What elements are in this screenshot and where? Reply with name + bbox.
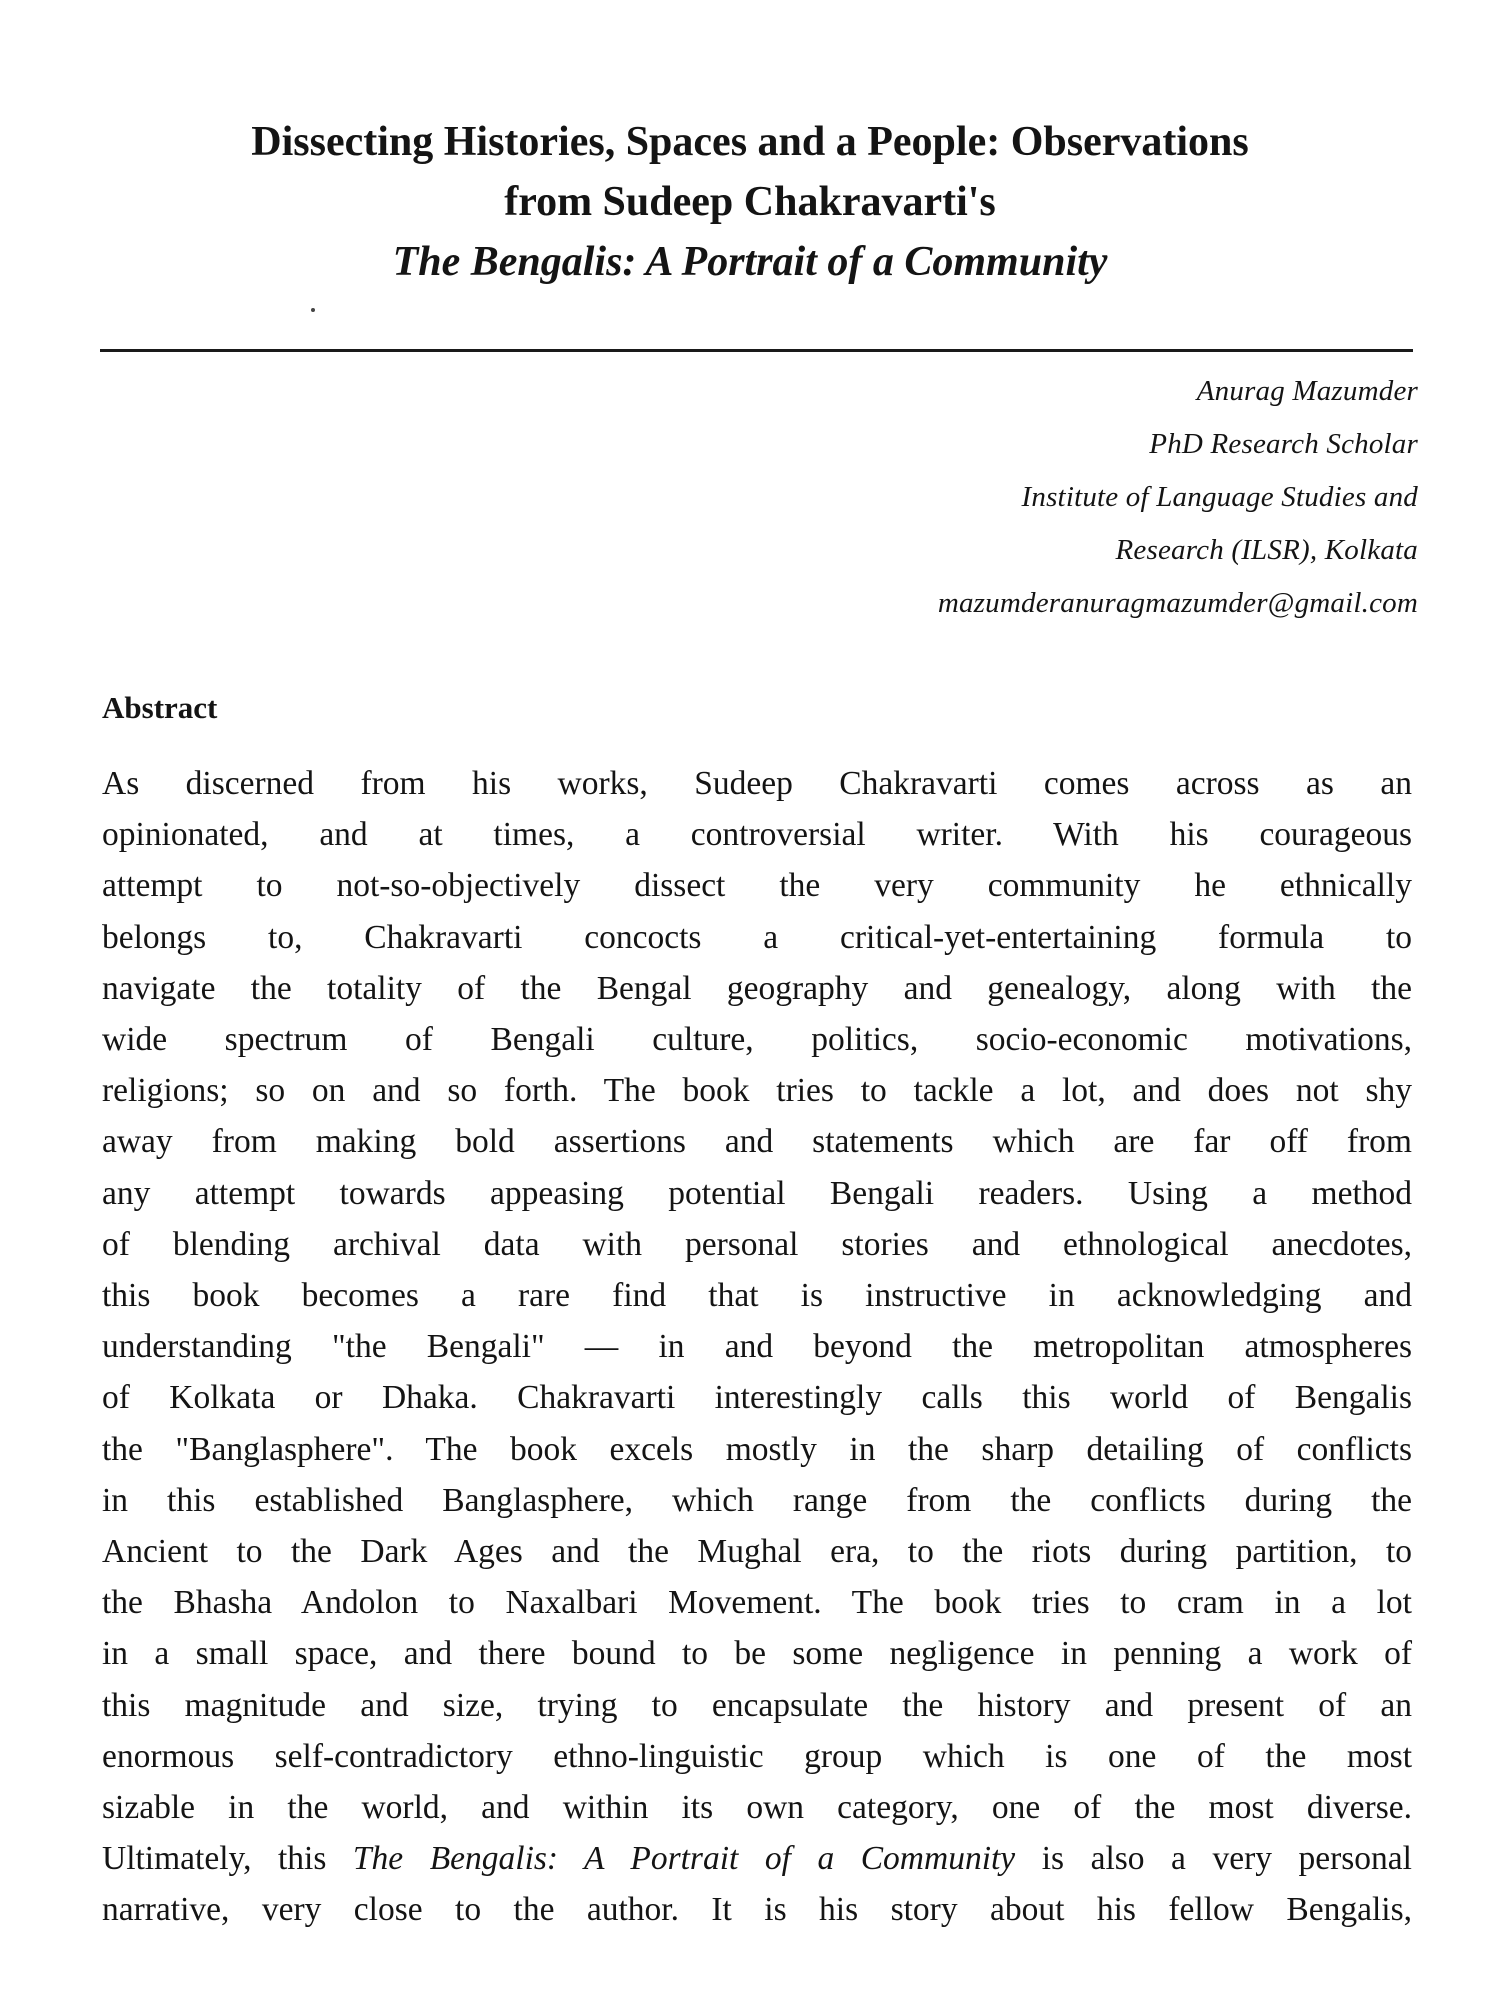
abstract-line: away from making bold assertions and statements which are far off from: [102, 1123, 1412, 1161]
title-line-3-book-name: The Bengalis: A Portrait of a Community: [392, 239, 1108, 285]
abstract-line: of blending archival data with personal stories and ethnological anecdotes,: [102, 1225, 1412, 1263]
abstract-line: enormous self-contradictory ethno-linguistic group which is one of the most: [102, 1737, 1412, 1775]
abstract-body: [102, 758, 1412, 1936]
abstract-line: Ancient to the Dark Ages and the Mughal era, to the riots during partition, to: [102, 1533, 1412, 1571]
abstract-line: religions; so on and so forth. The book tries to tackle a lot, and does not shy: [102, 1072, 1412, 1110]
abstract-line: As discerned from his works, Sudeep Chakravarti comes across as an: [102, 765, 1412, 802]
abstract-line: this magnitude and size, trying to encapsulate the history and present of an: [102, 1686, 1412, 1724]
abstract-line: sizable in the world, and within its own category, one of the most diverse.: [102, 1789, 1412, 1827]
line-text-after: is also a very personal: [1015, 1840, 1412, 1878]
abstract-line: opinionated, and at times, a controversial writer. With his courageous: [102, 816, 1412, 854]
abstract-line: any attempt towards appeasing potential Bengali readers. Using a method: [102, 1174, 1412, 1212]
author-block: [518, 365, 1418, 630]
author-position: PhD Research Scholar: [1149, 428, 1418, 460]
abstract-line: wide spectrum of Bengali culture, politics, socio-economic motivations,: [102, 1021, 1412, 1059]
author-name: Anurag Mazumder: [1196, 375, 1418, 407]
book-title-italic: The Bengalis: A Portrait of a Community: [352, 1840, 1016, 1878]
author-institute-line-1: Institute of Language Studies and: [1021, 481, 1418, 513]
abstract-line: understanding "the Bengali" — in and beyond the metropolitan atmospheres: [102, 1328, 1412, 1366]
abstract-line: belongs to, Chakravarti concocts a critical-yet-entertaining formula to: [102, 918, 1412, 956]
article-title: [120, 112, 1380, 292]
line-text-before: Ultimately, this: [102, 1840, 353, 1878]
abstract-line: navigate the totality of the Bengal geography and genealogy, along with the: [102, 969, 1412, 1007]
abstract-line: in a small space, and there bound to be some negligence in penning a work of: [102, 1635, 1412, 1673]
abstract-line-with-book-title: [102, 1833, 1412, 1884]
title-line-2: from Sudeep Chakravarti's: [504, 179, 996, 225]
abstract-line: attempt to not-so-objectively dissect the very community he ethnically: [102, 867, 1412, 905]
abstract-line: the Bhasha Andolon to Naxalbari Movement. The book tries to cram in a lot: [102, 1584, 1412, 1622]
abstract-line: of Kolkata or Dhaka. Chakravarti interestingly calls this world of Bengalis: [102, 1379, 1412, 1417]
abstract-heading: Abstract: [102, 690, 218, 725]
abstract-line: narrative, very close to the author. It is his story about his fellow Bengalis,: [102, 1891, 1412, 1929]
title-divider: [100, 349, 1413, 352]
title-line-1: Dissecting Histories, Spaces and a People: Observations: [251, 119, 1249, 165]
abstract-line: this book becomes a rare find that is instructive in acknowledging and: [102, 1277, 1412, 1315]
abstract-line: the "Banglasphere". The book excels mostly in the sharp detailing of conflicts: [102, 1430, 1412, 1468]
abstract-line: in this established Banglasphere, which range from the conflicts during the: [102, 1481, 1412, 1519]
stray-dot: [311, 308, 315, 312]
author-email: mazumderanuragmazumder@gmail.com: [937, 587, 1418, 619]
author-institute-line-2: Research (ILSR), Kolkata: [1115, 534, 1418, 566]
